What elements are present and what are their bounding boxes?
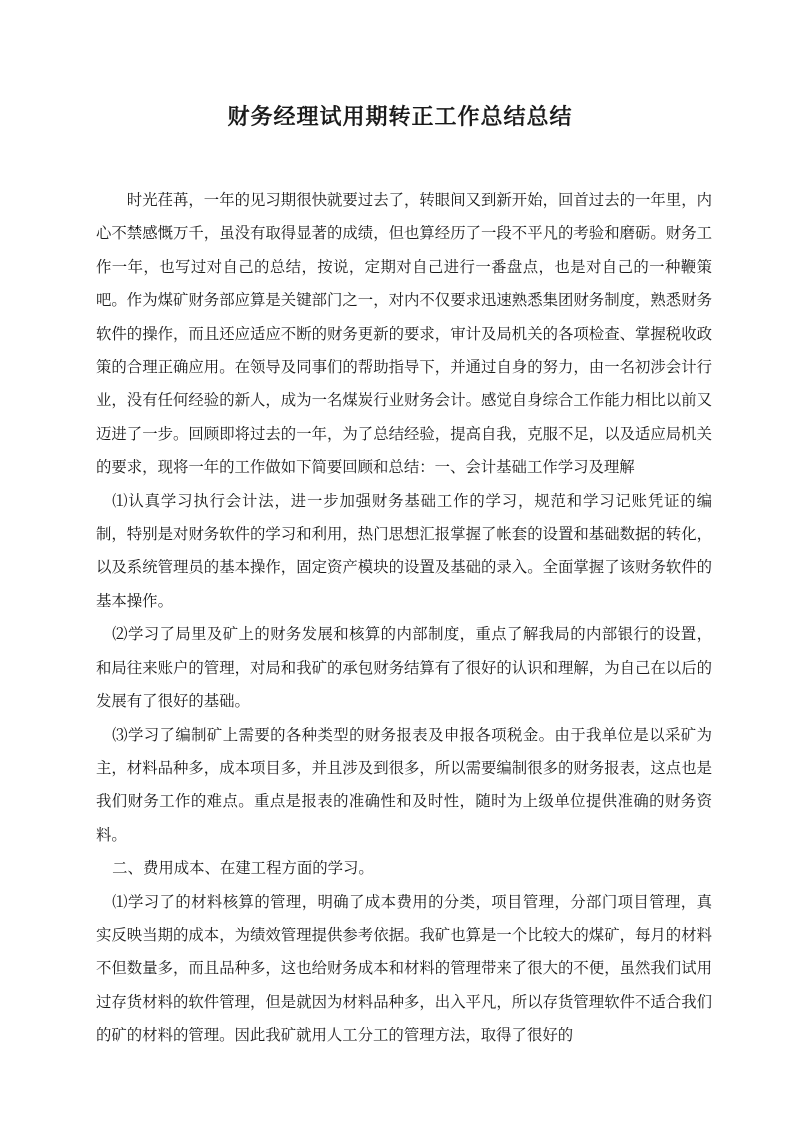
document-body [96,184,712,1053]
document-title: 财务经理试用期转正工作总结总结 [227,104,573,130]
paragraph-item-2: ⑵学习了局里及矿上的财务发展和核算的内部制度，重点了解我局的内部银行的设置，和局往来账户的管理，对局和我矿的承包财务结算有了很好的认识和理解，为自己在以后的发展有了很好的基础。 [96,625,712,711]
paragraph-item-1: ⑴认真学习执行会计法，进一步加强财务基础工作的学习，规范和学习记账凭证的编制，特别是对财务软件的学习和利用，热门思想汇报掌握了帐套的设置和基础数据的转化，以及系统管理员的基本操作，固定资产模块的设置及基础的录入。全面掌握了该财务软件的基本操作。 [96,491,712,610]
paragraph-intro: 时光荏苒，一年的见习期很快就要过去了，转眼间又到新开始，回首过去的一年里，内心不禁感慨万千，虽没有取得显著的成绩，但也算经历了一段不平凡的考验和磨砺。财务工作一年，也写过对自己的总结，按说，定期对自己进行一番盘点，也是对自己的一种鞭策吧。作为煤矿财务部应算是关键部门之一，对内不仅要求迅速熟悉集团财务制度，熟悉财务软件的操作，而且还应适应不断的财务更新的要求，审计及局机关的各项检查、掌握税收政策的合理正确应用。在领导及同事们的帮助指导下，并通过自身的努力，由一名初涉会计行业，没有任何经验的新人，成为一名煤炭行业财务会计。感觉自身综合工作能力相比以前又迈进了一步。回顾即将过去的一年，为了总结经验，提高自我，克服不足，以及适应局机关的要求，现将一年的工作做如下简要回顾和总结：一、会计基础工作学习及理解 [96,191,712,477]
paragraph-item-3: ⑶学习了编制矿上需要的各种类型的财务报表及申报各项税金。由于我单位是以采矿为主，材料品种多，成本项目多，并且涉及到很多，所以需要编制很多的财务报表，这点也是我们财务工作的难点。重点是报表的准确性和及时性，随时为上级单位提供准确的财务资料。 [96,725,712,844]
section-heading-2: 二、费用成本、在建工程方面的学习。 [112,859,374,878]
paragraph-item-4: ⑴学习了的材料核算的管理，明确了成本费用的分类，项目管理，分部门项目管理，真实反映当期的成本，为绩效管理提供参考依据。我矿也算是一个比较大的煤矿，每月的材料不但数量多，而且品种多，这也给财务成本和材料的管理带来了很大的不便，虽然我们试用过存货材料的软件管理，但是就因为材料品种多，出入平凡，所以存货管理软件不适合我们的矿的材料的管理。因此我矿就用人工分工的管理方法，取得了很好的 [96,892,712,1045]
